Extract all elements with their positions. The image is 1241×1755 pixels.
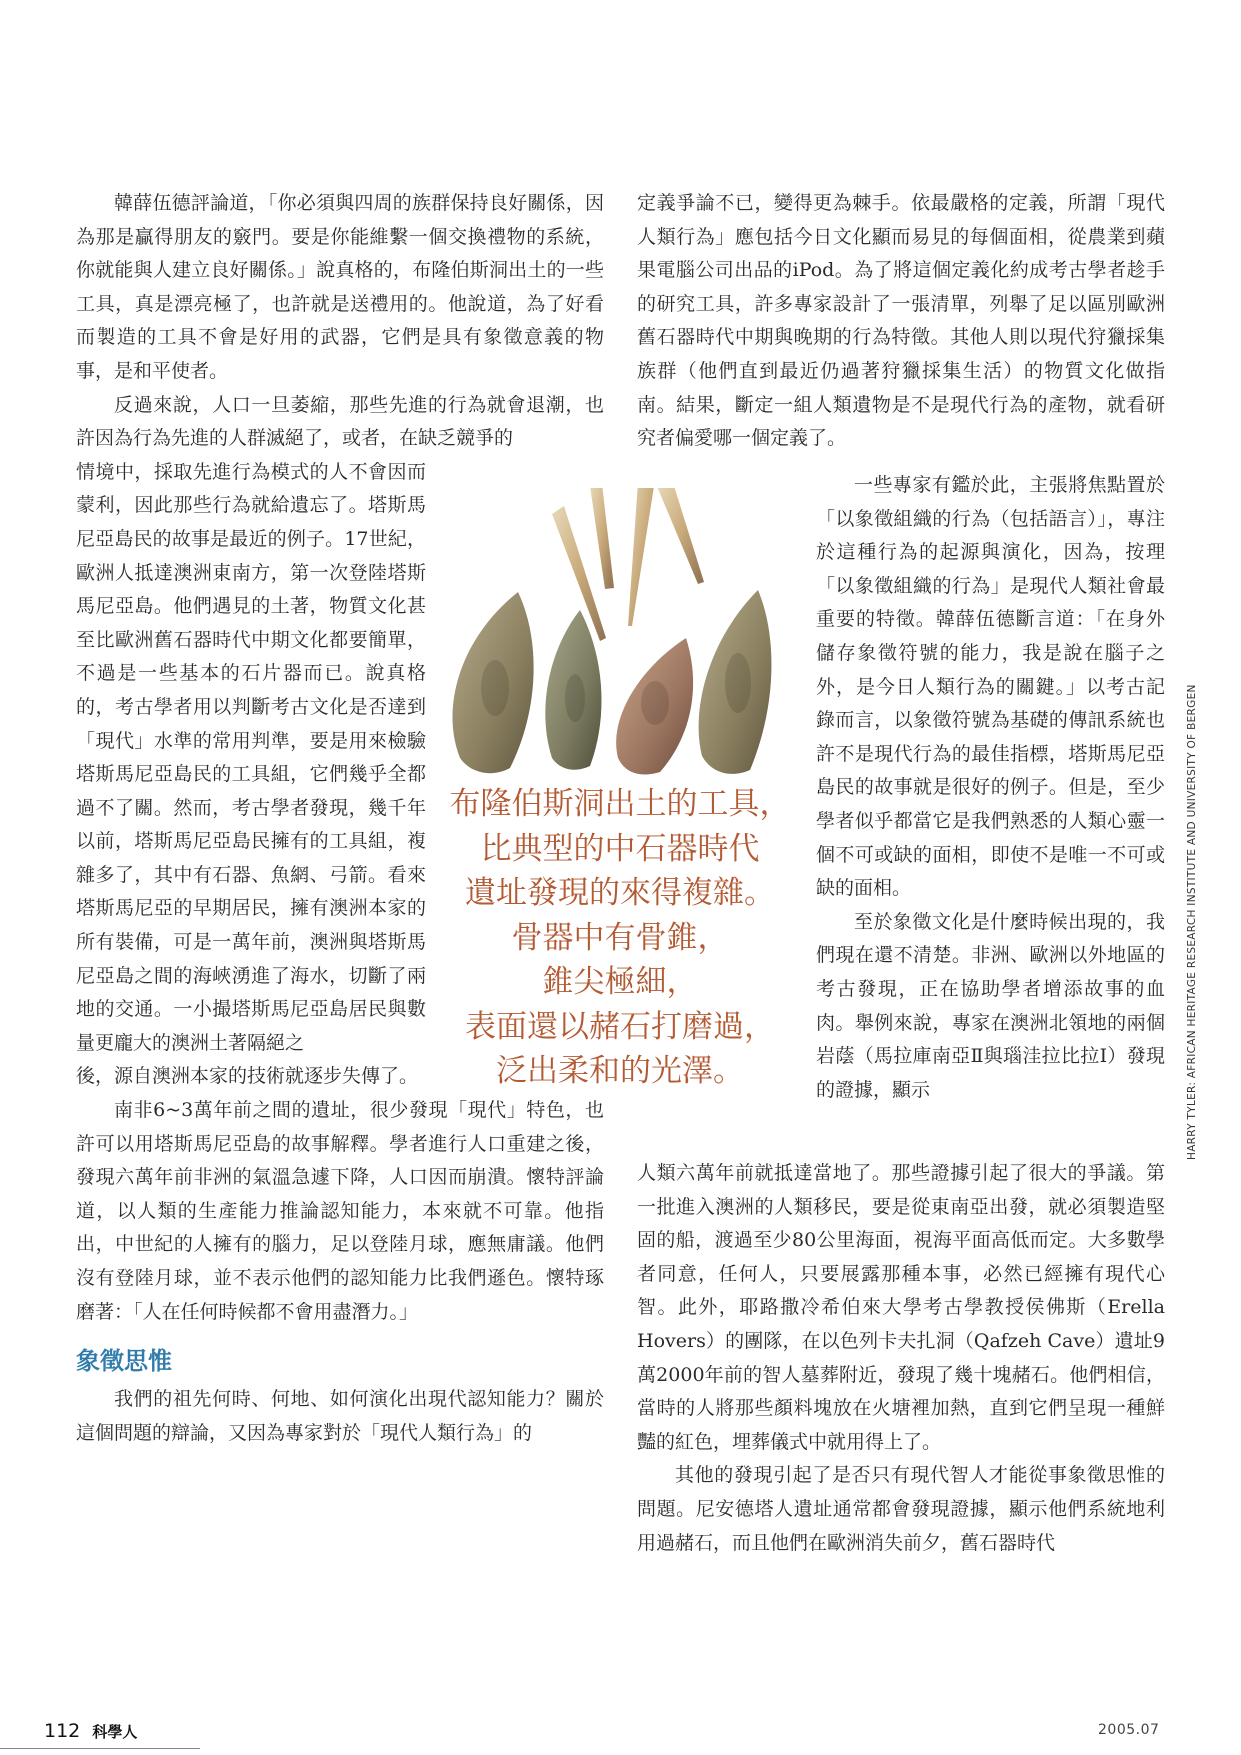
page-number: 112 (44, 1720, 81, 1742)
page-folio (44, 1720, 137, 1742)
caption-line: 布隆伯斯洞出土的工具， (449, 786, 791, 822)
footer-rule (0, 1748, 200, 1749)
section-heading: 象徵思惟 (76, 1347, 172, 1376)
issue-date: 2005.07 (1098, 1722, 1160, 1738)
caption-line: 骨器中有骨錐， (511, 919, 729, 956)
right-column-middle (816, 469, 1165, 1107)
caption-line: 錐尖極細， (542, 964, 698, 1000)
caption-line: 泛出柔和的光澤。 (496, 1053, 744, 1089)
paragraph-wrap-around-figure: 情境中，採取先進行為模式的人不會因而蒙利，因此那些行為就給遺忘了。塔斯馬尼亞島民的故事是最近的例子。17世紀，歐洲人抵達澳洲東南方，第一次登陸塔斯馬尼亞島。他們遇見的土著，物質文化甚至比歐洲舊石器時代中期文化都要簡單，不過是一些基本的石片器而已。說真格的，考古學者用以判斷考古文化是否達到「現代」水準的常用判準，要是用來檢驗塔斯馬尼亞島民的工具組，它們幾乎全都過不了關。然而，考古學者發現，幾千年以前，塔斯馬尼亞島民擁有的工具組，複雜多了，其中有石器、魚網、弓箭。看來塔斯馬尼亞的早期居民，擁有澳洲本家的所有裝備，可是一萬年前，澳洲與塔斯馬尼亞島之間的海峽湧進了海水，切斷了兩地的交通。一小撮塔斯馬尼亞島居民與數量更龐大的澳洲土著隔絕之 (76, 460, 426, 1054)
paragraph: 南非6~3萬年前之間的遺址，很少發現「現代」特色，也許可以用塔斯馬尼亞島的故事解釋。學者進行人口重建之後，發現六萬年前非洲的氣溫急遽下降，人口因而崩潰。懷特評論道，以人類的生產能力推論認知能力，本來就不可靠。他指出，中世紀的人擁有的腦力，足以登陸月球，應無庸議。他們沒有登陸月球，並不表示他們的認知能力比我們遜色。懷特琢磨著：「人在任何時候都不會用盡潛力。」 (76, 1099, 604, 1323)
paragraph: 反過來說，人口一旦萎縮，那些先進的行為就會退潮，也許因為行為先進的人群滅絕了，或者，在缺乏競爭的 (76, 393, 604, 450)
paragraph: 一些專家有鑑於此，主張將焦點置於「以象徵組織的行為（包括語言）」，專注於這種行為的起源與演化，因為，按理「以象徵組織的行為」是現代人類社會最重要的特徵。韓薛伍德斷言道：「在身外儲存象徵符號的能力，我是說在腦子之外，是今日人類行為的關鍵。」以考古記錄而言，以象徵符號為基礎的傳訊系統也許不是現代行為的最佳指標，塔斯馬尼亞島民的故事就是很好的例子。但是，至少學者似乎都當它是我們熟悉的人類心靈一個不可或缺的面相，即使不是唯一不可或缺的面相。 (816, 474, 1165, 900)
paragraph: 後，源自澳洲本家的技術就逐步失傳了。 (76, 1065, 419, 1088)
bone-awl-2 (590, 488, 614, 589)
caption-line: 遺址發現的來得複雜。 (465, 875, 775, 911)
magazine-name: 科學人 (92, 1723, 138, 1741)
right-column-top (637, 187, 1165, 456)
photo-credit: HARRY TYLER: AFRICAN HERITAGE RESEARCH INSTITUTE AND UNIVERSITY OF BERGEN (1186, 684, 1198, 1160)
bone-awl-4 (656, 488, 704, 584)
paragraph: 至於象徵文化是什麼時候出現的，我們現在還不清楚。非洲、歐洲以外地區的考古發現，正在協助學者增添故事的血肉。舉例來說，專家在澳洲北領地的兩個岩蔭（馬拉庫南亞Ⅱ與瑙洼拉比拉Ⅰ）發現的證據，顯示 (816, 910, 1165, 1101)
paragraph: 韓薛伍德評論道，「你必須與四周的族群保持良好關係，因為那是贏得朋友的竅門。要是你能維繫一個交換禮物的系統，你就能與人建立良好關係。」說真格的，布隆伯斯洞出土的一些工具，真是漂亮極了，也許就是送禮用的。他說道，為了好看而製造的工具不會是好用的武器，它們是具有象徵意義的物事，是和平使者。 (76, 192, 604, 382)
paragraph: 定義爭論不已，變得更為棘手。依最嚴格的定義，所謂「現代人類行為」應包括今日文化顯而易見的每個面相，從農業到蘋果電腦公司出品的iPod。為了將這個定義化約成考古學者趁手的研究工具，許多專家設計了一張清單，列舉了足以區別歐洲舊石器時代中期與晚期的行為特徵。其他人則以現代狩獵採集族群（他們直到最近仍過著狩獵採集生活）的物質文化做指南。結果，斷定一組人類遺物是不是現代行為的產物，就看研究者偏愛哪一個定義了。 (637, 192, 1165, 450)
paragraph: 其他的發現引起了是否只有現代智人才能從事象徵思惟的問題。尼安德塔人遺址通常都會發現證據，顯示他們系統地利用過赭石，而且他們在歐洲消失前夕，舊石器時代 (637, 1464, 1165, 1554)
paragraph: 人類六萬年前就抵達當地了。那些證據引起了很大的爭議。第一批進入澳洲的人類移民，要是從東南亞出發，就必須製造堅固的船，渡過至少80公里海面，視海平面高低而定。大多數學者同意，任何人，只要展露那種本事，必然已經擁有現代心智。此外，耶路撒冷希伯來大學考古學教授侯佛斯（Erella Hovers）的團隊，在以色列卡夫扎洞（Qafzeh Cave）遺址9萬2000年前的智人墓葬附近，發現了幾十塊赭石。他們相信，當時的人將那些顏料塊放在火塘裡加熱，直到它們呈現一種鮮豔的紅色，埋葬儀式中就用得上了。 (637, 1162, 1165, 1453)
figure-caption (420, 782, 820, 1094)
caption-line: 表面還以赭石打磨過， (465, 1008, 775, 1045)
artifacts-photo (440, 488, 810, 778)
caption-line: 比典型的中石器時代 (480, 830, 760, 867)
right-column-bottom (637, 1157, 1165, 1560)
bone-awl-3 (628, 488, 654, 626)
paragraph: 我們的祖先何時、何地、如何演化出現代認知能力？關於這個問題的辯論，又因為專家對於「現代人類行為」的 (76, 1388, 604, 1444)
